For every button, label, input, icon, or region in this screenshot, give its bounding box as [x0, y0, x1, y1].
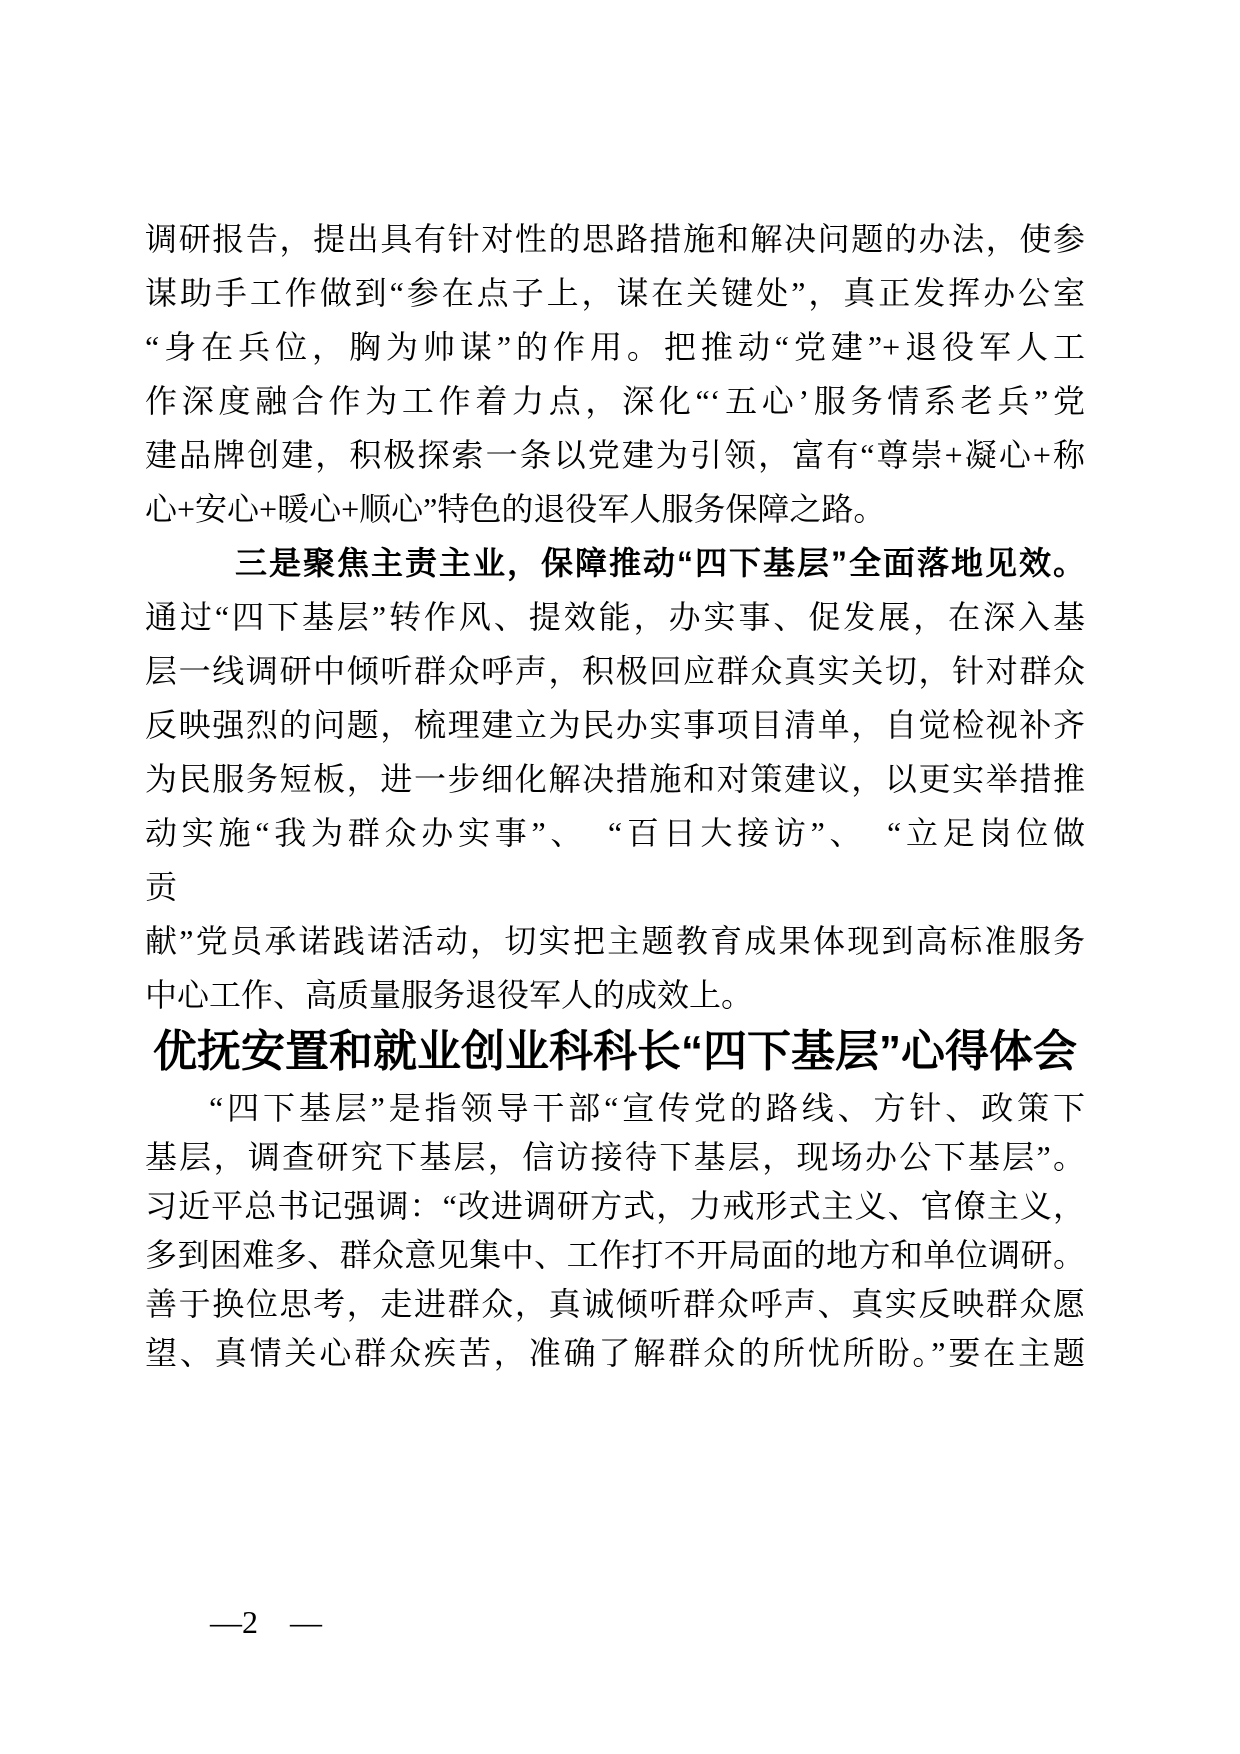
text-line: 贡: [145, 869, 178, 905]
document-title: 优抚安置和就业创业科科长“四下基层”心得体会: [153, 1027, 1077, 1076]
section-heading: 三是聚焦主责主业，保障推动“四下基层”全面落地见效。: [235, 545, 1085, 581]
paragraph-2: [145, 590, 1085, 1022]
text-line: “身在兵位，胸为帅谋”的作用。把推动“党建”+退役军人工: [145, 329, 1085, 365]
text-line: 习近平总书记强调：“改进调研方式，力戒形式主义、官僚主义，: [145, 1188, 1085, 1224]
text-line: “四下基层”是指领导干部“宣传党的路线、方针、政策下: [209, 1090, 1085, 1126]
text-line: 多到困难多、群众意见集中、工作打不开局面的地方和单位调研。: [145, 1237, 1085, 1273]
text-line: 基层，调查研究下基层，信访接待下基层，现场办公下基层”。: [145, 1139, 1085, 1175]
paragraph-3: [145, 1084, 1085, 1378]
content-block: [145, 212, 1085, 1378]
text-line: 谋助手工作做到“参在点子上，谋在关键处”，真正发挥办公室: [145, 275, 1085, 311]
text-line: 作深度融合作为工作着力点，深化“‘五心’服务情系老兵”党: [145, 383, 1085, 419]
text-line: 献”党员承诺践诺活动，切实把主题教育成果体现到高标准服务: [145, 923, 1085, 959]
text-line: 为民服务短板，进一步细化解决措施和对策建议，以更实举措推: [145, 761, 1085, 797]
text-line: 中心工作、高质量服务退役军人的成效上。: [145, 977, 754, 1013]
text-line: 建品牌创建，积极探索一条以党建为引领，富有“尊崇+凝心+称: [145, 437, 1085, 473]
text-line: 通过“四下基层”转作风、提效能，办实事、促发展，在深入基: [145, 599, 1085, 635]
text-line: 动实施“我为群众办实事”、 “百日大接访”、 “立足岗位做: [145, 815, 1085, 851]
paragraph-1: [145, 212, 1085, 536]
text-line: 善于换位思考，走进群众，真诚倾听群众呼声、真实反映群众愿: [145, 1286, 1085, 1322]
text-line: 层一线调研中倾听群众呼声，积极回应群众真实关切，针对群众: [145, 653, 1085, 689]
text-line: 望、真情关心群众疾苦，准确了解群众的所忧所盼。”要在主题: [145, 1335, 1085, 1371]
text-line: 反映强烈的问题，梳理建立为民办实事项目清单，自觉检视补齐: [145, 707, 1085, 743]
text-line: 调研报告，提出具有针对性的思路措施和解决问题的办法，使参: [145, 221, 1085, 257]
footer-page-number: —2 —: [210, 1604, 323, 1640]
text-line: 心+安心+暖心+顺心”特色的退役军人服务保障之路。: [145, 491, 886, 527]
